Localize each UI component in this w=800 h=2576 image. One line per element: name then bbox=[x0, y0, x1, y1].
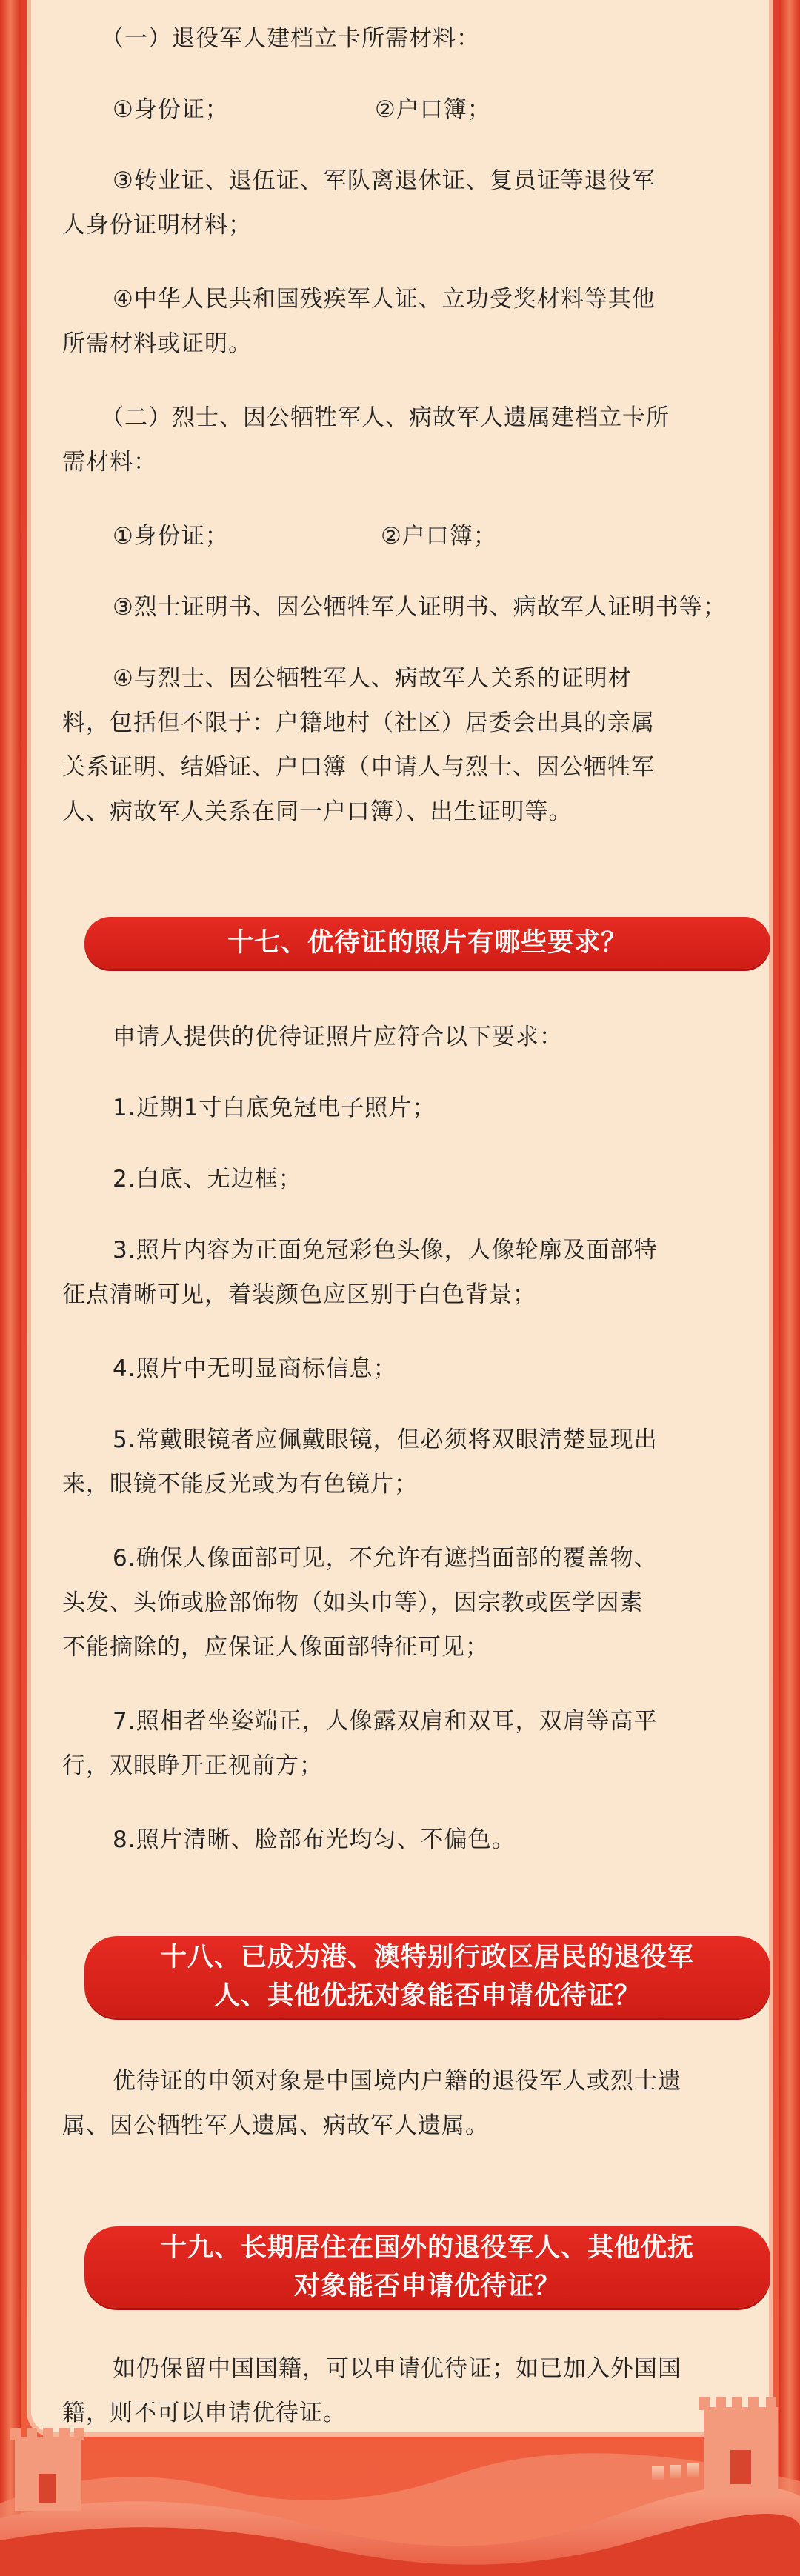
section18-answer-line2: 属、因公牺牲军人遗属、病故军人遗属。 bbox=[62, 2112, 489, 2139]
section19-heading bbox=[84, 2226, 770, 2308]
sub2-item3: ③烈士证明书、因公牺牲军人证明书、病故军人证明书等； bbox=[113, 594, 727, 621]
sub2-item4-line3: 关系证明、结婚证、户口簿（申请人与烈士、因公牺牲军 bbox=[62, 754, 655, 781]
section17-heading bbox=[84, 917, 770, 969]
photo-req-8: 8.照片清晰、脸部布光均匀、不偏色。 bbox=[113, 1826, 516, 1853]
photo-req-3-line1: 3.照片内容为正面免冠彩色头像，人像轮廓及面部特 bbox=[113, 1237, 658, 1264]
photo-req-4: 4.照片中无明显商标信息； bbox=[113, 1355, 397, 1382]
section17-intro: 申请人提供的优待证照片应符合以下要求： bbox=[113, 1024, 563, 1050]
sub1-item-hukou: ②户口簿； bbox=[375, 96, 491, 123]
sub2-item4-line1: ④与烈士、因公牺牲军人、病故军人关系的证明材 bbox=[113, 665, 632, 692]
photo-req-7-line1: 7.照相者坐姿端正，人像露双肩和双耳，双肩等高平 bbox=[113, 1708, 658, 1735]
photo-req-5-line2: 来，眼镜不能反光或为有色镜片； bbox=[62, 1471, 418, 1498]
section19-answer-line2: 籍，则不可以申请优待证。 bbox=[62, 2400, 347, 2426]
section18-heading-line1: 十八、已成为港、澳特别行政区居民的退役军 bbox=[160, 1943, 694, 1972]
sub2-title-line2: 需材料： bbox=[62, 449, 157, 476]
section17-heading-text: 十七、优待证的照片有哪些要求？ bbox=[227, 928, 627, 958]
sub1-item4-line1: ④中华人民共和国残疾军人证、立功受奖材料等其他 bbox=[113, 286, 656, 313]
sub1-item3 bbox=[62, 159, 764, 247]
sub2-title bbox=[62, 396, 753, 484]
section19-heading-line1: 十九、长期居住在国外的退役军人、其他优抚 bbox=[160, 2233, 694, 2263]
section18-answer-line1: 优待证的申领对象是中国境内户籍的退役军人或烈士遗 bbox=[113, 2068, 681, 2095]
sub1-item3-line1: ③转业证、退伍证、军队离退休证、复员证等退役军 bbox=[113, 167, 656, 194]
photo-req-1: 1.近期1寸白底免冠电子照片； bbox=[113, 1095, 436, 1121]
sub1-title: （一）退役军人建档立卡所需材料： bbox=[101, 25, 480, 52]
photo-req-6-line3: 不能摘除的，应保证人像面部特征可见； bbox=[62, 1634, 489, 1661]
photo-req-3-line2: 征点清晰可见，着装颜色应区别于白色背景； bbox=[62, 1281, 536, 1308]
section18-heading bbox=[84, 1936, 770, 2018]
photo-req-3 bbox=[62, 1228, 764, 1317]
photo-req-7 bbox=[62, 1699, 764, 1788]
photo-req-7-line2: 行，双眼睁开正视前方； bbox=[62, 1752, 323, 1779]
section19-heading-line2: 对象能否申请优待证？ bbox=[293, 2272, 561, 2301]
photo-req-5 bbox=[62, 1418, 764, 1506]
photo-req-6 bbox=[62, 1536, 764, 1669]
sub1-item4 bbox=[62, 277, 764, 366]
photo-req-2: 2.白底、无边框； bbox=[113, 1166, 302, 1192]
photo-req-6-line1: 6.确保人像面部可见，不允许有遮挡面部的覆盖物、 bbox=[113, 1545, 658, 1572]
sub2-item4 bbox=[62, 656, 764, 834]
great-wall-illustration bbox=[0, 2392, 800, 2576]
photo-req-6-line2: 头发、头饰或脸部饰物（如头巾等），因宗教或医学因素 bbox=[62, 1589, 644, 1616]
sub1-item4-line2: 所需材料或证明。 bbox=[62, 330, 252, 357]
right-border-stripe bbox=[779, 0, 800, 2576]
section19-answer-line1: 如仍保留中国国籍，可以申请优待证；如已加入外国国 bbox=[113, 2355, 681, 2382]
sub2-item-hukou: ②户口簿； bbox=[381, 523, 497, 550]
left-border-stripe bbox=[0, 0, 21, 2576]
sub2-item4-line4: 人、病故军人关系在同一户口簿）、出生证明等。 bbox=[62, 798, 573, 825]
photo-req-5-line1: 5.常戴眼镜者应佩戴眼镜，但必须将双眼清楚显现出 bbox=[113, 1427, 658, 1453]
sub2-item4-line2: 料，包括但不限于：户籍地村（社区）居委会出具的亲属 bbox=[62, 710, 655, 736]
sub2-title-line1: （二）烈士、因公牺牲军人、病故军人遗属建档立卡所 bbox=[101, 404, 670, 431]
sub2-item-id-card: ①身份证； bbox=[113, 523, 229, 550]
section18-answer bbox=[62, 2059, 764, 2148]
section18-heading-line2: 人、其他优抚对象能否申请优待证？ bbox=[213, 1981, 641, 2011]
sub1-item-id-card: ①身份证； bbox=[113, 96, 229, 123]
sub1-item3-line2: 人身份证明材料； bbox=[62, 212, 252, 238]
